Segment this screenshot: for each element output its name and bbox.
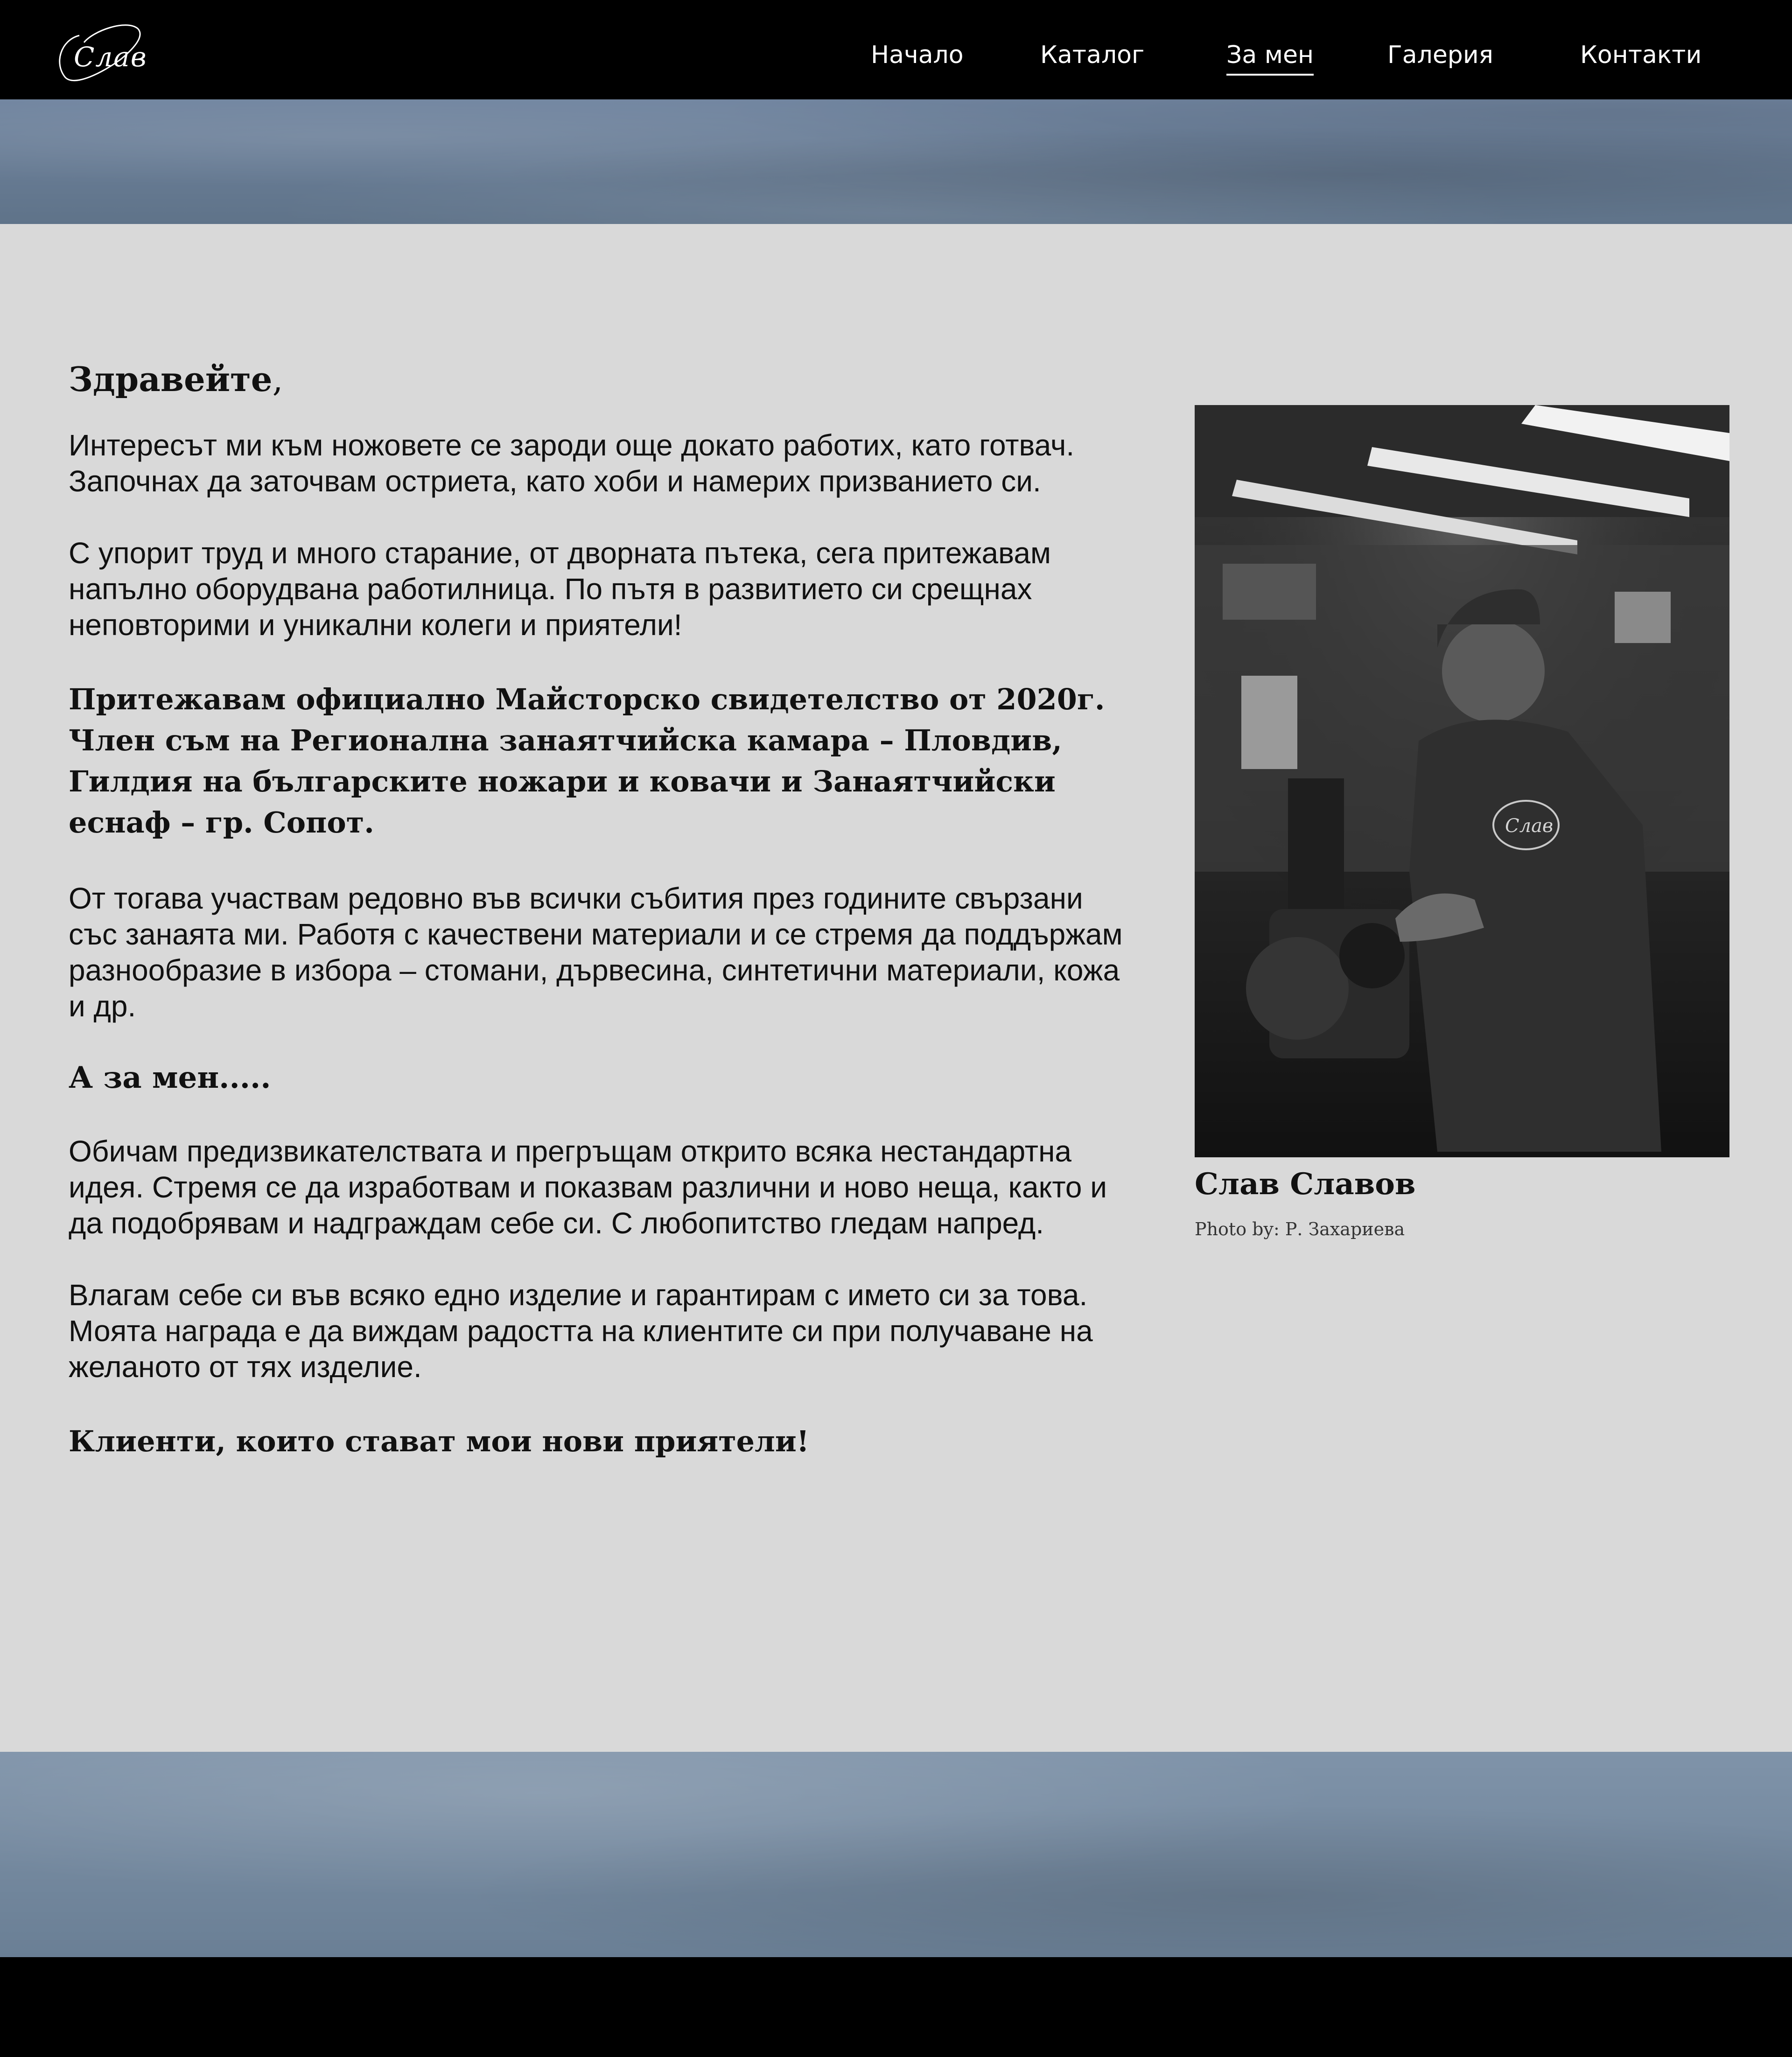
site-header bbox=[0, 0, 1792, 99]
photo-caption-credit: Photo by: Р. Захариева bbox=[1195, 1219, 1405, 1239]
paragraph-events: От тогава участвам редовно във всички събития през годините свързани със занаята ми. Работя с качествени материали и се стремя да поддържам разнообразие в избора – стомани, дървесина, синтетични материали, кожа и др. bbox=[69, 882, 1123, 1023]
logo[interactable] bbox=[51, 21, 149, 84]
paragraph-challenges: Обичам предизвикателствата и прегръщам открито всяка нестандартна идея. Стремя се да изработвам и показвам различни и ново неща, както и да подобрявам и надграждам себе си. С любопитство гледам напред. bbox=[69, 1134, 1107, 1240]
shirt-logo-text: Слав bbox=[1505, 815, 1554, 837]
nav-item-gallery[interactable]: Галерия bbox=[1387, 41, 1493, 69]
greeting-comma: , bbox=[272, 360, 283, 399]
paragraph-guarantee: Влагам себе си във всяко едно изделие и гарантирам с името си за това. Моята награда е да виждам радостта на клиентите си при получаване на желаното от тях изделие. bbox=[69, 1278, 1093, 1384]
paragraph-workshop: С упорит труд и много старание, от дворната пътека, сега притежавам напълно оборудвана работилница. По пътя в развитието си срещнах неповторими и уникални колеги и приятели! bbox=[69, 536, 1051, 642]
site-footer bbox=[0, 1957, 1792, 2057]
footer-texture-band bbox=[0, 1752, 1792, 1957]
about-content bbox=[69, 359, 1133, 1499]
nav-item-about[interactable]: За мен bbox=[1226, 41, 1314, 76]
paragraph-certificate: Притежавам официално Майсторско свидетелство от 2020г. Член съм на Регионална занаятчийска камара – Пловдив, Гилдия на българските ножари и ковачи и Занаятчийски еснаф – гр. Сопот. bbox=[69, 682, 1105, 840]
workshop-portrait-image bbox=[1195, 405, 1729, 1157]
logo-text: Слав bbox=[74, 41, 147, 73]
greeting-text: Здравейте bbox=[69, 359, 273, 399]
nav-item-contacts[interactable]: Контакти bbox=[1580, 41, 1702, 69]
portrait-photo bbox=[1195, 405, 1729, 1157]
nav-item-home[interactable]: Начало bbox=[871, 41, 964, 69]
greeting-heading bbox=[69, 359, 1133, 399]
paragraph-interest: Интересът ми към ножовете се зароди още докато работих, като готвач. Започнах да заточвам остриета, като хоби и намерих призванието си. bbox=[69, 428, 1075, 498]
paragraph-clients: Клиенти, които стават мои нови приятели! bbox=[69, 1424, 810, 1459]
about-me-subheading: А за мен..... bbox=[69, 1060, 271, 1096]
hero-texture-band bbox=[0, 99, 1792, 224]
photo-caption-name: Слав Славов bbox=[1195, 1167, 1416, 1202]
nav-item-catalog[interactable]: Каталог bbox=[1040, 41, 1145, 69]
